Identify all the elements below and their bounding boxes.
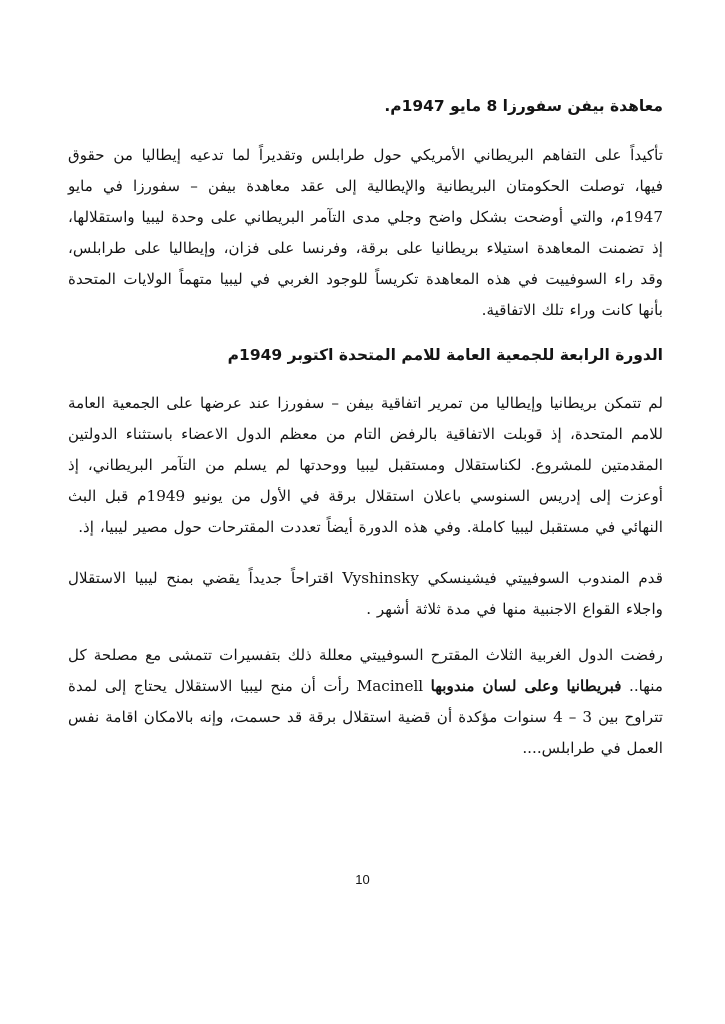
page-number: 10 [355, 872, 370, 887]
paragraph-western-rejection [68, 640, 663, 764]
document-page [68, 0, 663, 1024]
paragraph-western-rejection-text-2: Macinell رأت أن منح ليبيا الاستقلال يحتاج إلى لمدة تتراوح بين 3 – 4 سنوات مؤكدة أن قضية استقلال برقة قد حسمت، وإنه بالامكان اقامة نفس العمل في طرابلس.... [68, 677, 664, 757]
heading-bevin-sforza-treaty: معاهدة بيفن سفورزا 8 مايو 1947م. [384, 97, 663, 115]
heading-un-fourth-session: الدورة الرابعة للجمعية العامة للامم المتحدة اكتوبر 1949م [227, 346, 663, 364]
paragraph-western-rejection-bold: فبريطانيا وعلى لسان مندوبها [430, 677, 622, 695]
paragraph-un-rejection: لم تتمكن بريطانيا وإيطاليا من تمرير اتفاقية بيفن – سفورزا عند عرضها على الجمعية العامة للامم المتحدة، إذ قوبلت الاتفاقية بالرفض التام من معظم الدول الاعضاء باستثناء الدولتين المقدمتين للمشروع. لكناستقلال ومستقبل ليبيا ووحدتها لم يسلم من التآمر البريطاني، إذ أوعزت إلى إدريس السنوسي باعلان استقلال برقة في الأول من يونيو 1949م قبل البث النهائي في مستقبل ليبيا كاملة. وفي هذه الدورة أيضاً تعددت المقترحات حول مصير ليبيا، إذ. [68, 394, 664, 536]
paragraph-bevin-sforza-treaty: تأكيداً على التفاهم البريطاني الأمريكي حول طرابلس وتقديراً لما تدعيه إيطاليا من حقوق فيها، توصلت الحكومتان البريطانية والإيطالية إلى عقد معاهدة بيفن – سفورزا في مايو 1947م، والتي أوضحت بشكل واضح وجلي مدى التآمر البريطاني على وحدة ليبيا واستقلالها، إذ تضمنت المعاهدة استيلاء بريطانيا على برقة، وفرنسا على فزان، وإيطاليا على طرابلس، وقد راء السوفييت في هذه المعاهدة تكريساً للوجود الغربي في ليبيا متهماً الولايات المتحدة بأنها كانت وراء تلك الاتفاقية. [68, 146, 663, 319]
paragraph-western-rejection-text-1: رفضت الدول الغربية الثلاث المقترح السوفييتي معللة ذلك بتفسيرات تتمشى مع مصلحة كل منها.. [68, 646, 663, 695]
paragraph-soviet-proposal: قدم المندوب السوفييتي فيشينسكي Vyshinsky اقتراحاً جديداً يقضي بمنح ليبيا الاستقلال واجلاء القواع الاجنبية منها في مدة ثلاثة أشهر . [68, 569, 663, 618]
